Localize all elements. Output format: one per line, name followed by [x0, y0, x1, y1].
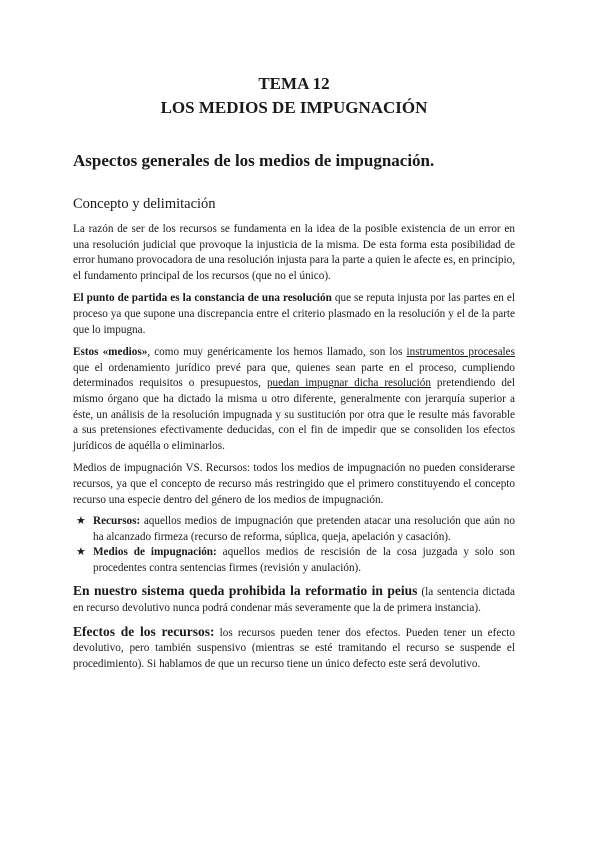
paragraph-3-bold: Estos «medios»: [73, 346, 148, 359]
paragraph-1: La razón de ser de los recursos se fundamenta en la idea de la posible existencia de un error en una resolución judicial que provoque la injusticia de la misma. De esta forma esta posibilidad de error humano provocadora de una resolución injusta para la parte a quien le afecte es, en principio, el fundamento principal de los recursos (que no el único).: [73, 223, 515, 282]
paragraph-6: [73, 624, 515, 673]
title-line-2: LOS MEDIOS DE IMPUGNACIÓN: [160, 98, 428, 117]
bullet-text: aquellos medios de rescisión de la cosa juzgada y solo son procedentes contra sentencias firmes (revisión y anulación).: [93, 546, 515, 574]
paragraph-2: [73, 291, 515, 338]
list-item: [73, 545, 515, 576]
subsection-heading: Concepto y delimitación: [73, 196, 216, 212]
document-title: [73, 72, 515, 120]
paragraph-3-text-b: que el ordenamiento jurídico prevé para que, quienes sean parte en el proceso, cumpliendo determinados requisitos o presupuestos,: [73, 361, 515, 390]
paragraph-3-underline-1: instrumentos procesales: [406, 346, 515, 359]
paragraph-6-bold: Efectos de los recursos:: [73, 623, 215, 639]
star-bullet-icon: ★: [76, 546, 86, 559]
paragraph-4: Medios de impugnación VS. Recursos: todos los medios de impugnación no pueden considerarse recursos, ya que el concepto de recurso más restringido que el primero constituyendo el concepto recurso una especie dentro del género de los medios de impugnación.: [73, 462, 515, 506]
bullet-text: aquellos medios de impugnación que pretenden atacar una resolución que aún no ha alcanzado firmeza (recurso de reforma, súplica, queja, apelación y casación).: [93, 515, 515, 543]
bullet-bold: Recursos:: [93, 515, 141, 528]
star-bullet-icon: ★: [76, 515, 86, 528]
paragraph-2-bold: El punto de partida es la constancia de una resolución: [73, 292, 332, 305]
bullet-bold: Medios de impugnación:: [93, 546, 217, 559]
paragraph-5: [73, 583, 515, 616]
paragraph-2-text: que se reputa injusta por las partes en el proceso ya que supone una discrepancia entre el criterio plasmado en la resolución y el de la parte que lo impugna.: [73, 292, 515, 336]
paragraph-5-bold: En nuestro sistema queda prohibida la reformatio in peius: [73, 583, 418, 599]
paragraph-5-text: (la sentencia dictada en recurso devolutivo nunca podrá condenar más severamente que la de primera instancia).: [73, 586, 515, 615]
paragraph-3-text-c: pretendiendo del mismo órgano que ha dictado la misma u otro diferente, generalmente con jerarquía superior a éste, un análisis de la resolución impugnada y su sustitución por otra que le resulte más favorable a sus pretensiones efectivamente deducidas, con el fin de impedir que se consoliden los efectos jurídicos de aquélla o eliminarlos.: [73, 377, 515, 452]
document-page: [73, 0, 515, 672]
paragraph-3-text-a: , como muy genéricamente los hemos llamado, son los: [147, 346, 407, 359]
paragraph-3-underline-2: puedan impugnar dicha resolución: [266, 377, 431, 390]
paragraph-6-text: los recursos pueden tener dos efectos. Pueden tener un efecto devolutivo, pero también suspensivo (mientras se esté tramitando el recurso se suspende el procedimiento). Si hablamos de que un recurso tiene un único defecto este será devolutivo.: [73, 626, 515, 670]
section-heading: Aspectos generales de los medios de impugnación.: [73, 151, 435, 170]
paragraph-3: [73, 345, 515, 454]
bullet-list: [73, 514, 515, 576]
list-item: [73, 514, 515, 545]
title-line-1: TEMA 12: [258, 74, 330, 93]
